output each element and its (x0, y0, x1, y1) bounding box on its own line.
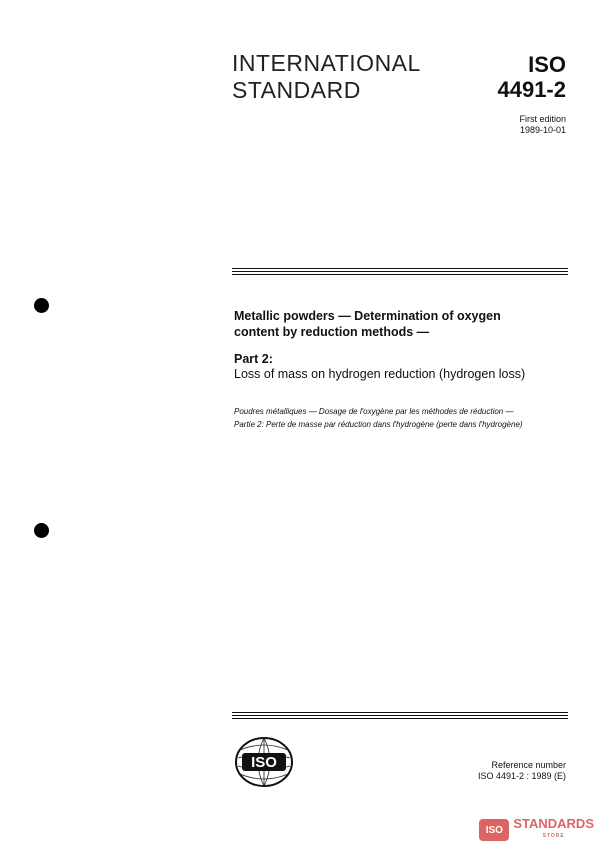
iso-logo (234, 736, 294, 788)
document-title (234, 308, 574, 340)
title-line1: Metallic powders — Determination of oxygen (234, 309, 501, 323)
store-brand (513, 817, 594, 843)
edition-info (519, 114, 566, 136)
iso-logo-text: ISO (251, 754, 277, 771)
standard-number: 4491-2 (497, 77, 566, 102)
part-title: Loss of mass on hydrogen reduction (hydrogen loss) (234, 367, 526, 381)
store-brand-name: STANDARDS (513, 816, 594, 831)
punch-hole-mark (34, 298, 49, 313)
reference-number: ISO 4491-2 : 1989 (E) (477, 771, 566, 781)
title-line2: content by reduction methods — (234, 325, 430, 339)
french-title-line2: Partie 2: Perte de masse par réduction dans l'hydrogène (perte dans l'hydrogène) (234, 420, 523, 429)
document-type-line1: INTERNATIONAL (232, 50, 421, 76)
standard-identifier (497, 52, 566, 102)
french-title-line1: Poudres métalliques — Dosage de l'oxygène par les méthodes de réduction — (234, 407, 514, 416)
store-watermark (479, 817, 594, 843)
french-title (234, 405, 594, 431)
store-badge: ISO (479, 819, 509, 841)
reference-block (478, 760, 566, 782)
document-type (232, 50, 421, 104)
edition-label: First edition (519, 114, 566, 124)
reference-label: Reference number (491, 760, 566, 770)
store-brand-sub: STORE (542, 833, 565, 839)
bottom-divider (232, 712, 568, 719)
standard-prefix: ISO (528, 52, 566, 77)
document-type-line2: STANDARD (232, 77, 361, 103)
part-label: Part 2: (234, 352, 273, 366)
edition-date: 1989-10-01 (519, 125, 566, 135)
punch-hole-mark (34, 523, 49, 538)
top-divider (232, 268, 568, 275)
